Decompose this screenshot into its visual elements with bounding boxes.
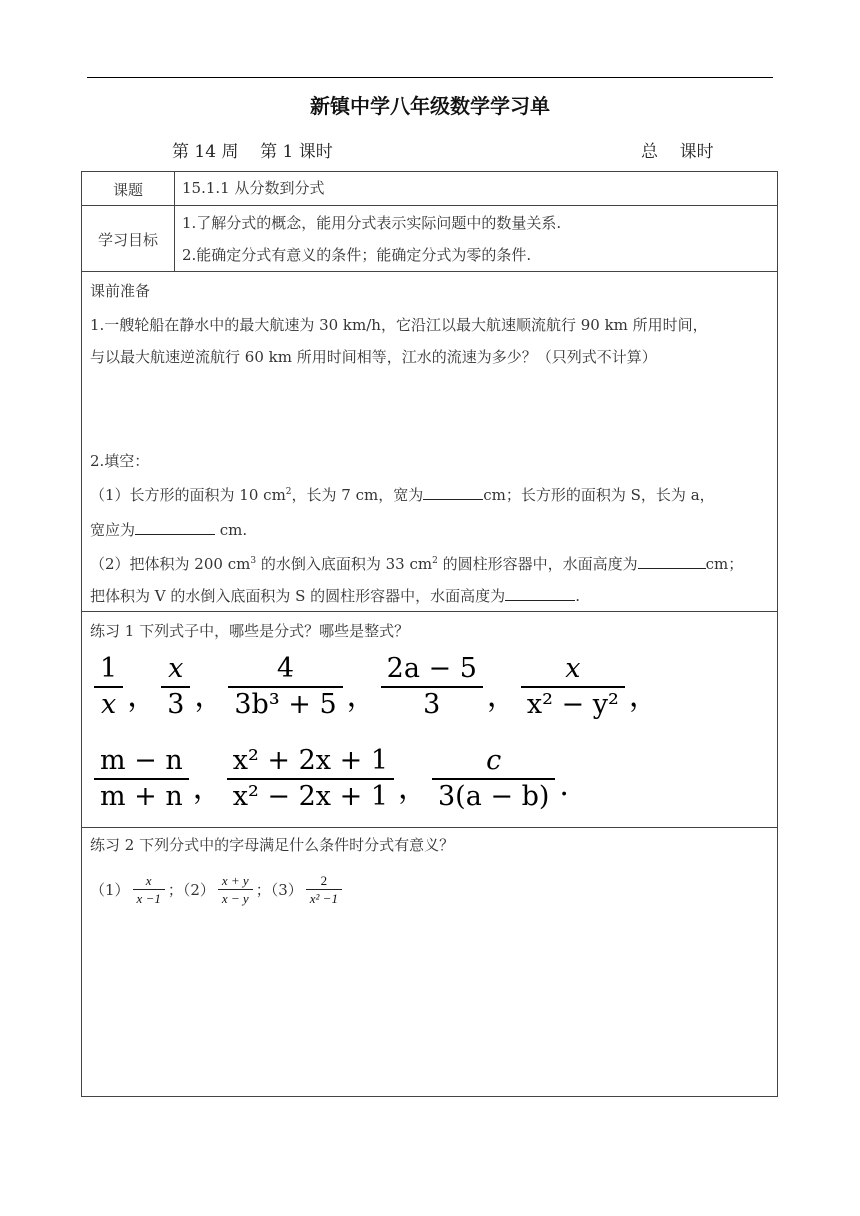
q2-1-text-d: 宽应为 <box>90 521 136 539</box>
item-3-label: ；（3） <box>255 881 303 899</box>
column-divider <box>174 172 175 271</box>
denominator: x² −1 <box>309 891 338 906</box>
header-rule <box>87 77 773 78</box>
numerator: x + y <box>221 873 249 888</box>
fraction <box>432 744 555 814</box>
total-unit: 课时 <box>679 142 714 162</box>
fraction <box>218 872 253 907</box>
numerator: 1 <box>100 653 118 684</box>
numerator: 4 <box>276 653 295 684</box>
row-divider <box>82 611 777 612</box>
q2-2-text-e: 把体积为 V 的水倒入底面积为 S 的圆柱形容器中，水面高度为 <box>90 587 506 605</box>
denominator: x <box>100 689 117 720</box>
denominator: 3(a − b) <box>438 781 550 812</box>
q2-1-text-a: （1）长方形的面积为 10 cm <box>90 486 286 504</box>
denominator: x − y <box>221 891 249 906</box>
numerator: x <box>565 653 581 684</box>
fraction <box>521 652 625 722</box>
ex2-heading: 练习 2 下列分式中的字母满足什么条件时分式有意义？ <box>90 836 455 854</box>
fraction <box>94 744 189 814</box>
prep-q2-2-line2 <box>90 586 580 605</box>
q2-1-text-b: ，长为 7 cm，宽为 <box>291 486 424 504</box>
period: . <box>559 767 569 803</box>
fraction <box>381 652 483 722</box>
item-1-label: （1） <box>90 881 130 899</box>
q2-1-text-c: cm；长方形的面积为 S，长为 a， <box>483 486 715 504</box>
topic-label: 课题 <box>112 181 143 199</box>
ex1-row2 <box>92 744 571 814</box>
separator: ， <box>346 679 377 714</box>
prep-q2-1-line1 <box>90 485 715 504</box>
row-divider <box>82 205 777 206</box>
q2-2-text-b: 的水倒入底面积为 33 cm <box>256 555 433 573</box>
ex1-heading: 练习 1 下列式子中，哪些是分式？哪些是整式？ <box>90 622 410 640</box>
fraction <box>306 872 342 907</box>
fraction <box>228 652 342 722</box>
q2-2-sup-a: 3 <box>250 556 257 566</box>
answer-blank[interactable] <box>423 485 483 500</box>
prep-q1-line2: 与以最大航速逆流航行 60 km 所用时间相等，江水的流速为多少？（只列式不计算） <box>90 348 657 366</box>
prep-q2-title: 2.填空： <box>90 452 150 470</box>
numerator: c <box>486 745 502 776</box>
denominator: 3 <box>423 689 441 720</box>
goal-1: 1.了解分式的概念，能用分式表示实际问题中的数量关系. <box>182 214 562 232</box>
separator: ， <box>194 679 225 714</box>
worksheet-table <box>81 171 778 1097</box>
q2-2-text-f: . <box>575 587 580 605</box>
ex1-row1 <box>92 652 661 722</box>
q2-2-sup-b: 2 <box>432 556 438 566</box>
q2-2-text-c: 的圆柱形容器中，水面高度为 <box>437 555 638 573</box>
denominator: x² − y² <box>526 689 619 720</box>
q2-2-text-d: cm； <box>705 555 744 573</box>
prep-q2-1-line2 <box>90 520 247 539</box>
item-2-label: ；（2） <box>167 881 215 899</box>
answer-blank[interactable] <box>505 586 575 601</box>
prep-q2-2-line1 <box>90 554 743 573</box>
numerator: 2 <box>320 873 328 888</box>
fraction <box>227 744 394 814</box>
numerator: x <box>145 873 152 888</box>
goal-2: 2.能确定分式有意义的条件；能确定分式为零的条件. <box>182 246 532 264</box>
denominator: 3b³ + 5 <box>234 689 337 720</box>
total-periods <box>641 137 714 162</box>
row-divider <box>82 271 777 272</box>
ex2-fractions <box>90 872 345 907</box>
separator: ， <box>192 771 223 806</box>
denominator: x −1 <box>136 891 161 906</box>
q2-1-text-e: cm. <box>215 521 248 539</box>
denominator: x² − 2x + 1 <box>232 781 388 812</box>
denominator: 3 <box>167 689 185 720</box>
numerator: m − n <box>100 745 183 776</box>
prep-heading: 课前准备 <box>90 282 151 300</box>
period-label: 第 1 课时 <box>260 142 333 162</box>
fraction <box>161 652 190 722</box>
denominator: m + n <box>100 781 183 812</box>
numerator: x² + 2x + 1 <box>232 745 388 776</box>
numerator: x <box>168 653 184 684</box>
prep-q1-line1: 1.一艘轮船在静水中的最大航速为 30 km/h，它沿江以最大航速顺流航行 90 km 所用时间， <box>90 316 708 334</box>
separator: ， <box>127 679 158 714</box>
answer-blank[interactable] <box>135 520 215 535</box>
week-label: 第 14 周 <box>172 142 239 162</box>
total-label: 总 <box>641 142 658 162</box>
separator: ， <box>628 679 659 714</box>
fraction <box>94 652 123 722</box>
q2-2-text-a: （2）把体积为 200 cm <box>90 555 251 573</box>
answer-blank[interactable] <box>638 554 706 569</box>
separator: ， <box>398 771 428 806</box>
topic-value: 15.1.1 从分数到分式 <box>182 179 325 197</box>
fraction <box>133 872 165 907</box>
numerator: 2a − 5 <box>386 653 477 684</box>
page-title: 新镇中学八年级数学学习单 <box>310 94 550 118</box>
row-divider <box>82 827 777 828</box>
q2-1-sup: 2 <box>285 487 292 497</box>
separator: ， <box>486 679 517 714</box>
week-period <box>172 137 333 162</box>
goal-label: 学习目标 <box>97 231 158 249</box>
